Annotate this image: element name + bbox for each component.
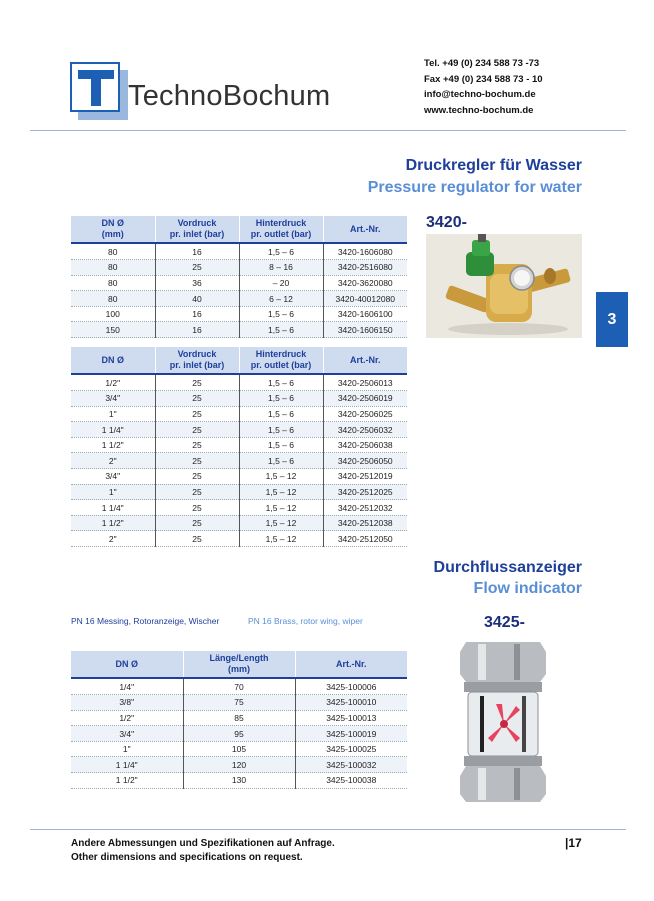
table-cell: 1,5 – 12 <box>239 484 323 500</box>
table-cell: 3420-40012080 <box>323 291 407 307</box>
table-row <box>71 710 407 726</box>
table-cell: 3420-2512032 <box>323 500 407 516</box>
table-cell: 3425-100010 <box>295 695 407 711</box>
table-cell: 3425-100032 <box>295 757 407 773</box>
table-header-cell: DN Ø (mm) <box>71 216 155 242</box>
table-cell: 25 <box>155 260 239 276</box>
table-cell: 1,5 – 12 <box>239 531 323 547</box>
table-row <box>71 484 407 500</box>
table-header-cell: Art.-Nr. <box>323 347 407 373</box>
table-cell: 3420-2512019 <box>323 469 407 485</box>
table-row <box>71 757 407 773</box>
table-cell: 3420-2516080 <box>323 260 407 276</box>
table-row <box>71 500 407 516</box>
table-cell: 3420-2506019 <box>323 391 407 407</box>
table-row <box>71 453 407 469</box>
table-row <box>71 515 407 531</box>
table-cell: 3/4" <box>71 469 155 485</box>
table-cell: 80 <box>71 291 155 307</box>
table-cell: 1" <box>71 741 183 757</box>
table-cell: 80 <box>71 244 155 260</box>
table-row <box>71 275 407 291</box>
footer-line-en: Other dimensions and specifications on request. <box>71 852 303 863</box>
table-cell: 3/4" <box>71 726 183 742</box>
table-cell: 2" <box>71 453 155 469</box>
logo-icon <box>70 62 120 112</box>
table-row <box>71 531 407 547</box>
regulator-flange-table <box>71 216 407 338</box>
table-header-cell: Art.-Nr. <box>323 216 407 242</box>
table-cell: 1,5 – 6 <box>239 322 323 338</box>
table-cell: 1 1/4" <box>71 757 183 773</box>
chapter-tab[interactable]: 3 <box>596 292 628 347</box>
table-cell: 150 <box>71 322 155 338</box>
table-header-cell: DN Ø <box>71 347 155 373</box>
table-row <box>71 422 407 438</box>
pressure-regulator-image <box>426 234 582 338</box>
table-cell: 3425-100019 <box>295 726 407 742</box>
footer-note <box>71 837 335 865</box>
table-cell: 1,5 – 6 <box>239 406 323 422</box>
table-cell: 3420-1606080 <box>323 244 407 260</box>
table-cell: 3420-2506050 <box>323 453 407 469</box>
section2-title-de: Durchflussanzeiger <box>433 559 582 576</box>
table-cell: 1" <box>71 484 155 500</box>
table-cell: 1,5 – 12 <box>239 515 323 531</box>
table-cell: 1,5 – 6 <box>239 244 323 260</box>
table-cell: 1,5 – 12 <box>239 469 323 485</box>
table-cell: 95 <box>183 726 295 742</box>
table-cell: 75 <box>183 695 295 711</box>
table-row <box>71 322 407 338</box>
table-row <box>71 306 407 322</box>
table-cell: 8 – 16 <box>239 260 323 276</box>
table-cell: 36 <box>155 275 239 291</box>
table-row <box>71 244 407 260</box>
table-cell: – 20 <box>239 275 323 291</box>
table-cell: 1,5 – 12 <box>239 500 323 516</box>
section2-article: 3425- <box>484 614 525 631</box>
table-cell: 6 – 12 <box>239 291 323 307</box>
page-number: |17 <box>565 836 582 850</box>
table-row <box>71 695 407 711</box>
table-cell: 85 <box>183 710 295 726</box>
section1-article: 3420- <box>426 214 467 231</box>
footer-line-de: Andere Abmessungen und Spezifikationen auf Anfrage. <box>71 838 335 849</box>
table-cell: 3425-100006 <box>295 679 407 695</box>
section2-note-en: PN 16 Brass, rotor wing, wiper <box>248 616 363 626</box>
table-cell: 1 1/2" <box>71 437 155 453</box>
table-cell: 25 <box>155 531 239 547</box>
contact-block <box>424 56 543 118</box>
table-cell: 3/8" <box>71 695 183 711</box>
table-cell: 25 <box>155 469 239 485</box>
table-cell: 16 <box>155 306 239 322</box>
table-cell: 80 <box>71 260 155 276</box>
table-header-cell: Länge/Length (mm) <box>183 651 295 677</box>
brand-name: TechnoBochum <box>128 80 331 112</box>
table-cell: 1" <box>71 406 155 422</box>
table-cell: 3425-100013 <box>295 710 407 726</box>
section2-note-de: PN 16 Messing, Rotoranzeige, Wischer <box>71 616 220 626</box>
table-cell: 70 <box>183 679 295 695</box>
footer-divider <box>30 829 626 830</box>
table-cell: 3425-100025 <box>295 741 407 757</box>
table-cell: 3420-2506013 <box>323 375 407 391</box>
table-cell: 80 <box>71 275 155 291</box>
table-cell: 1 1/2" <box>71 773 183 789</box>
table-cell: 25 <box>155 391 239 407</box>
table-cell: 25 <box>155 437 239 453</box>
table-cell: 130 <box>183 773 295 789</box>
section1-title-de: Druckregler für Wasser <box>405 157 582 174</box>
table-cell: 2" <box>71 531 155 547</box>
table-row <box>71 291 407 307</box>
table-cell: 16 <box>155 244 239 260</box>
table-cell: 3420-2512038 <box>323 515 407 531</box>
contact-tel: Tel. +49 (0) 234 588 73 -73 <box>424 58 540 69</box>
table-cell: 3420-1606100 <box>323 306 407 322</box>
table-row <box>71 469 407 485</box>
table-row <box>71 437 407 453</box>
table-row <box>71 260 407 276</box>
table-cell: 1/2" <box>71 375 155 391</box>
table-cell: 1/4" <box>71 679 183 695</box>
table-row <box>71 773 407 789</box>
table-row <box>71 391 407 407</box>
flow-indicator-image <box>458 638 548 806</box>
table-cell: 25 <box>155 422 239 438</box>
table-cell: 100 <box>71 306 155 322</box>
table-cell: 25 <box>155 375 239 391</box>
table-cell: 3420-2506032 <box>323 422 407 438</box>
table-cell: 1,5 – 6 <box>239 453 323 469</box>
table-cell: 105 <box>183 741 295 757</box>
table-cell: 3425-100038 <box>295 773 407 789</box>
section1-title-en: Pressure regulator for water <box>367 179 582 196</box>
table-header-cell: Hinterdruck pr. outlet (bar) <box>239 347 323 373</box>
table-row <box>71 679 407 695</box>
table-header-cell: Vordruck pr. inlet (bar) <box>155 347 239 373</box>
table-row <box>71 741 407 757</box>
contact-email[interactable]: info@techno-bochum.de <box>424 89 536 100</box>
table-cell: 1,5 – 6 <box>239 375 323 391</box>
contact-fax: Fax +49 (0) 234 588 73 - 10 <box>424 73 543 85</box>
table-header-cell: DN Ø <box>71 651 183 677</box>
table-cell: 1 1/2" <box>71 515 155 531</box>
table-cell: 3420-2506025 <box>323 406 407 422</box>
table-header-cell: Hinterdruck pr. outlet (bar) <box>239 216 323 242</box>
table-cell: 3/4" <box>71 391 155 407</box>
table-cell: 3420-3620080 <box>323 275 407 291</box>
table-cell: 25 <box>155 406 239 422</box>
table-cell: 3420-2512025 <box>323 484 407 500</box>
table-row <box>71 406 407 422</box>
flow-indicator-table <box>71 651 407 789</box>
contact-web[interactable]: www.techno-bochum.de <box>424 104 534 116</box>
table-cell: 3420-1606150 <box>323 322 407 338</box>
table-cell: 1,5 – 6 <box>239 306 323 322</box>
regulator-thread-table <box>71 347 407 547</box>
table-cell: 16 <box>155 322 239 338</box>
table-cell: 25 <box>155 453 239 469</box>
table-cell: 1/2" <box>71 710 183 726</box>
table-cell: 1 1/4" <box>71 422 155 438</box>
table-cell: 1,5 – 6 <box>239 391 323 407</box>
table-header-cell: Art.-Nr. <box>295 651 407 677</box>
table-row <box>71 375 407 391</box>
table-cell: 1 1/4" <box>71 500 155 516</box>
table-cell: 40 <box>155 291 239 307</box>
table-cell: 1,5 – 6 <box>239 437 323 453</box>
table-cell: 3420-2506038 <box>323 437 407 453</box>
table-cell: 120 <box>183 757 295 773</box>
table-header-cell: Vordruck pr. inlet (bar) <box>155 216 239 242</box>
table-cell: 1,5 – 6 <box>239 422 323 438</box>
table-row <box>71 726 407 742</box>
table-cell: 3420-2512050 <box>323 531 407 547</box>
table-cell: 25 <box>155 500 239 516</box>
table-cell: 25 <box>155 484 239 500</box>
header-divider <box>30 130 626 131</box>
section2-title-en: Flow indicator <box>473 580 582 597</box>
table-cell: 25 <box>155 515 239 531</box>
